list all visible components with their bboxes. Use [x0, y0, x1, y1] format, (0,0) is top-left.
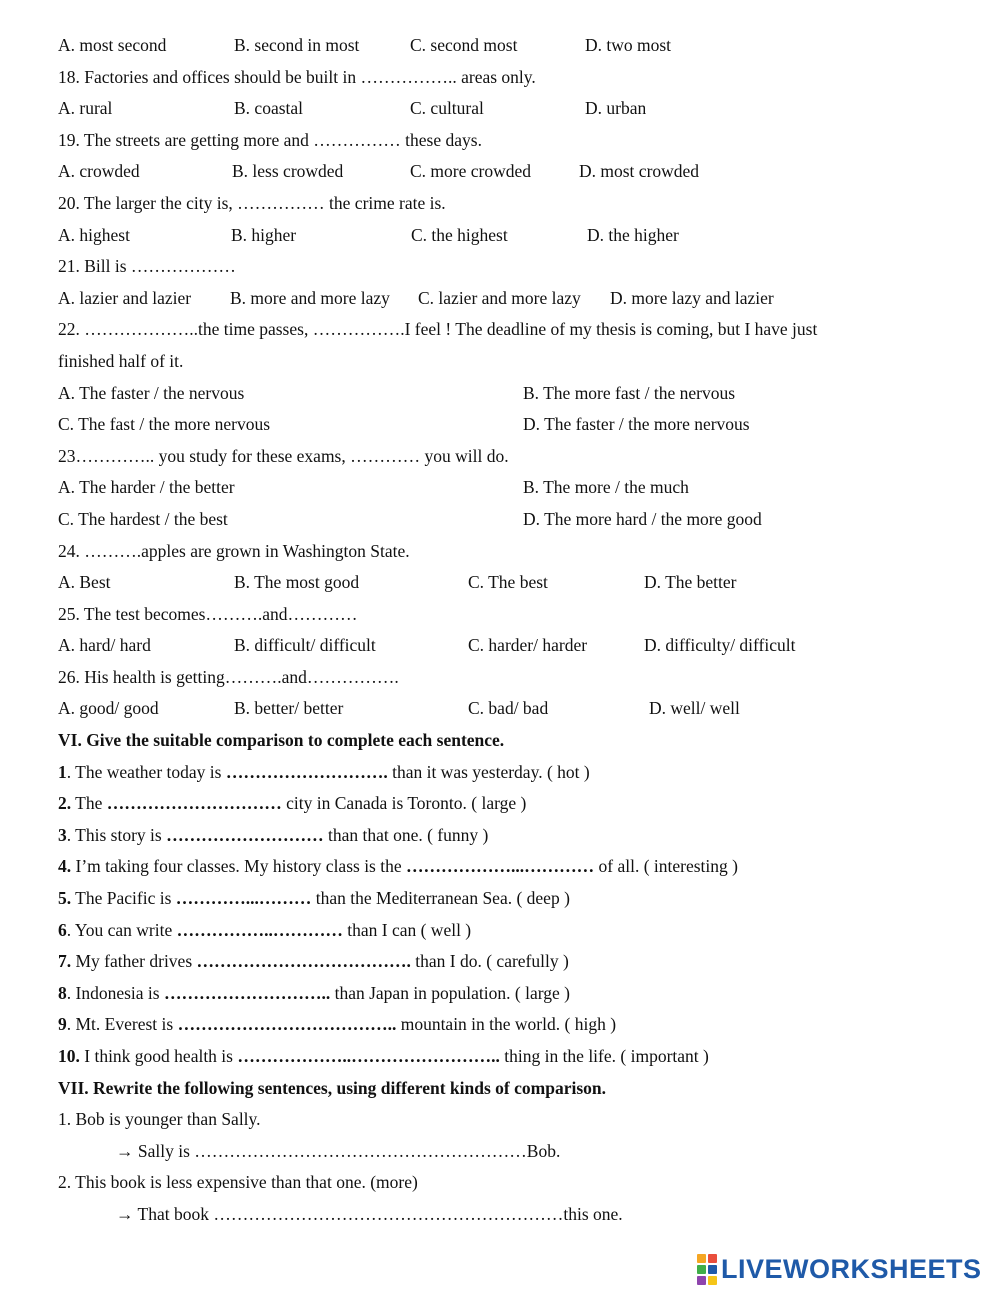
item-text: I think good health is [79, 1046, 238, 1066]
item-number: 1 [58, 761, 67, 782]
answer-options-row [58, 693, 958, 725]
answer-option: A. highest [58, 224, 130, 245]
item-text: than the Mediterranean Sea. ( deep ) [311, 888, 570, 909]
answer-options-row [58, 220, 958, 252]
answer-option: A. lazier and lazier [58, 287, 192, 308]
rewrite-answer-line: → That book ……………………………………………………this one. [116, 1203, 623, 1224]
item-number: 10. [58, 1046, 80, 1066]
item-text: . Indonesia is [66, 982, 164, 1003]
answer-option: C. The best [468, 572, 548, 593]
answer-option: C. the highest [411, 224, 508, 245]
item-number: 9 [58, 1014, 67, 1035]
answer-option: B. second in most [234, 35, 360, 55]
section-heading: VI. Give the suitable comparison to complete each sentence. [58, 730, 505, 751]
answer-option: C. cultural [410, 98, 484, 119]
answer-option: B. The most good [234, 572, 360, 593]
item-text: than that one. ( funny ) [323, 824, 489, 845]
answer-option: B. The more fast / the nervous [523, 382, 736, 403]
question-text: 2. This book is less expensive than that one. (more) [58, 1172, 418, 1193]
item-text: My father drives [71, 951, 197, 972]
answer-option: A. Best [58, 572, 111, 593]
answer-option: C. lazier and more lazy [418, 287, 581, 308]
answer-option: B. coastal [234, 98, 304, 119]
exercise-item [58, 788, 958, 820]
question-text: 18. Factories and offices should be built in …………….. areas only. [58, 66, 536, 87]
item-text: I’m taking four classes. My history class is the [71, 856, 407, 877]
item-number: 7. [58, 951, 72, 972]
item-text: than I do. ( carefully ) [410, 951, 569, 972]
answer-blank: ……………………… [166, 824, 324, 845]
logo-block [697, 1265, 706, 1274]
item-text: The Pacific is [71, 888, 176, 909]
answer-options-row [58, 156, 958, 188]
exercise-item [58, 946, 958, 978]
exercise-item [58, 757, 958, 789]
logo-block [708, 1276, 717, 1285]
item-number: 3 [58, 824, 67, 845]
logo-block [697, 1276, 706, 1285]
answer-option: C. The hardest / the best [58, 508, 228, 529]
worksheet-page [58, 30, 958, 1231]
answer-options-row [58, 409, 958, 441]
answer-option: B. less crowded [232, 161, 344, 182]
exercise-item [58, 978, 958, 1010]
exercise-item [58, 1009, 958, 1041]
question-text: 1. Bob is younger than Sally. [58, 1109, 261, 1130]
answer-option: A. rural [58, 98, 113, 119]
answer-blank: ……………………….. [163, 982, 331, 1003]
item-text: . This story is [66, 824, 167, 845]
answer-blank: ………………………… [106, 793, 282, 814]
item-text: city in Canada is Toronto. ( large ) [281, 793, 527, 814]
item-text: of all. ( interesting ) [594, 856, 738, 877]
item-text: than Japan in population. ( large ) [330, 982, 570, 1003]
answer-blank: ……………………………….. [177, 1014, 397, 1035]
answer-option: D. The better [644, 572, 737, 593]
answer-blank: ………………..…………………….. [237, 1046, 500, 1066]
question-text: 19. The streets are getting more and …………… these days. [58, 129, 482, 150]
answer-options-row [58, 504, 958, 536]
exercise-item [58, 1041, 958, 1073]
logo-block [708, 1254, 717, 1263]
answer-option: D. The more hard / the more good [523, 508, 762, 529]
answer-option: B. better/ better [234, 698, 344, 719]
item-text: thing in the life. ( important ) [499, 1046, 709, 1066]
answer-blank: …………...……… [175, 888, 312, 909]
exercise-item [58, 851, 958, 883]
answer-blank: ……………..………… [176, 919, 343, 940]
answer-option: C. bad/ bad [468, 698, 549, 719]
answer-option: A. The harder / the better [58, 477, 235, 498]
answer-options-row [58, 378, 958, 410]
answer-options-row [58, 283, 958, 315]
question-text: finished half of it. [58, 350, 184, 371]
answer-option: C. more crowded [410, 161, 532, 182]
logo-block [708, 1265, 717, 1274]
answer-option: B. The more / the much [523, 477, 689, 498]
item-text: . Mt. Everest is [66, 1014, 178, 1035]
question-text: 23………….. you study for these exams, ………… you will do. [58, 445, 509, 466]
answer-option: D. difficulty/ difficult [644, 635, 796, 656]
item-text: mountain in the world. ( high ) [396, 1014, 617, 1035]
answer-option: B. more and more lazy [230, 287, 390, 308]
section-heading: VII. Rewrite the following sentences, using different kinds of comparison. [58, 1077, 607, 1098]
answer-option: B. difficult/ difficult [234, 635, 376, 656]
exercise-item [58, 883, 958, 915]
logo-block [697, 1254, 706, 1263]
answer-option: C. second most [410, 35, 518, 55]
answer-blank: ………………………………. [196, 951, 411, 972]
answer-option: C. harder/ harder [468, 635, 588, 656]
answer-option: D. most crowded [579, 161, 700, 182]
item-number: 2. [58, 793, 72, 814]
item-text: than it was yesterday. ( hot ) [387, 761, 590, 782]
item-number: 4. [58, 856, 72, 877]
question-text: 20. The larger the city is, …………… the crime rate is. [58, 192, 446, 213]
item-text: . You can write [66, 919, 177, 940]
logo-blocks-icon [697, 1254, 717, 1285]
answer-blank: ………………...………… [406, 856, 595, 877]
rewrite-answer-line: → Sally is …………………………………………………Bob. [116, 1140, 561, 1161]
answer-blank: ………………………. [225, 761, 388, 782]
answer-option: D. well/ well [649, 698, 740, 719]
answer-options-row [58, 472, 958, 504]
item-number: 8 [58, 982, 67, 1003]
answer-option: A. The faster / the nervous [58, 382, 245, 403]
answer-options-row [58, 567, 958, 599]
answer-option: A. hard/ hard [58, 635, 151, 656]
exercise-item [58, 915, 958, 947]
question-text: 21. Bill is ……………… [58, 256, 236, 277]
answer-option: A. most second [58, 35, 167, 55]
item-text: than I can ( well ) [342, 919, 472, 940]
exercise-item [58, 820, 958, 852]
answer-option: B. higher [231, 224, 297, 245]
answer-options-row [58, 30, 958, 62]
answer-option: C. The fast / the more nervous [58, 414, 271, 435]
answer-option: D. two most [585, 35, 672, 55]
question-text: 24. ……….apples are grown in Washington State. [58, 540, 410, 561]
liveworksheets-logo [697, 1253, 982, 1285]
question-text: 26. His health is getting……….and……………. [58, 666, 399, 687]
item-text: The [71, 793, 107, 814]
answer-options-row [58, 630, 958, 662]
item-number: 5. [58, 888, 72, 909]
question-text: 22. ………………..the time passes, …………….I feel ! The deadline of my thesis is coming, but I have just [58, 319, 818, 340]
question-text: 25. The test becomes……….and………… [58, 603, 358, 624]
logo-text: LIVEWORKSHEETS [721, 1253, 982, 1284]
answer-option: A. crowded [58, 161, 140, 182]
answer-option: D. The faster / the more nervous [523, 414, 750, 435]
answer-option: D. more lazy and lazier [610, 287, 774, 308]
answer-option: D. the higher [587, 224, 679, 245]
answer-option: D. urban [585, 98, 647, 119]
answer-options-row [58, 93, 958, 125]
answer-option: A. good/ good [58, 698, 159, 719]
item-number: 6 [58, 919, 67, 940]
item-text: . The weather today is [66, 761, 226, 782]
